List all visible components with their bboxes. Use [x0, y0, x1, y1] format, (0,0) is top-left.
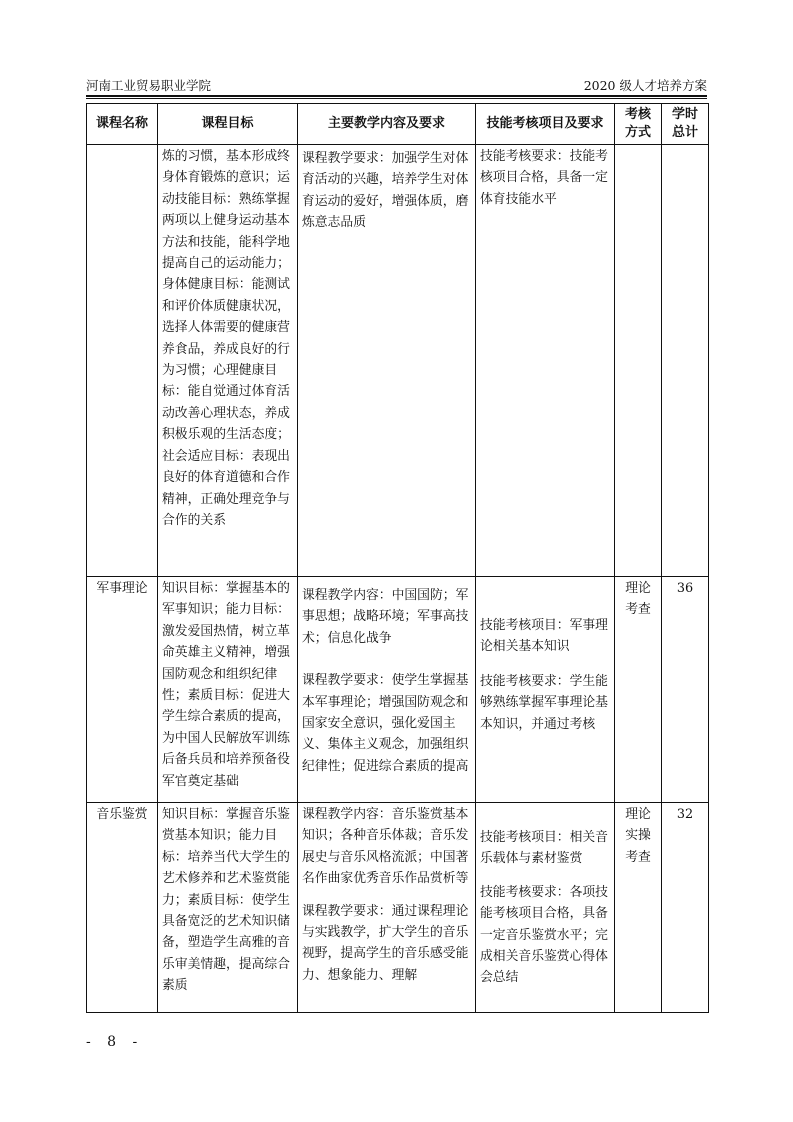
col-assess: 考核 方式 — [615, 104, 662, 145]
header-rule-thick — [86, 95, 707, 97]
course-goal-cell: 炼的习惯，基本形成终身体育锻炼的意识；运动技能目标：熟练掌握两项以上健身运动基本方法和技能，能科学地提高自己的运动能力；身体健康目标：能测试和评价体质健康状况，选择人体需要的健康营养食品，养成良好的行为习惯；心理健康目标：能自觉通过体育活动改善心理状态，养成积极乐观的生活态度；社会适应目标：表现出良好的体育道德和合作精神，正确处理竞争与合作的关系 — [158, 145, 298, 577]
course-name-cell: 音乐鉴赏 — [87, 803, 158, 1013]
skill-cell: 技能考核项目：军事理论相关基本知识 技能考核要求：学生能够熟练掌握军事理论基本知识，并通过考核 — [476, 577, 615, 803]
curriculum-table — [86, 103, 709, 1013]
header-rule-thin — [86, 98, 707, 99]
col-course-name: 课程名称 — [87, 104, 158, 145]
table-row — [87, 577, 709, 803]
col-course-goal: 课程目标 — [158, 104, 298, 145]
table-row — [87, 803, 709, 1013]
table-header-row — [87, 104, 709, 145]
assess-cell: 理论 实操 考查 — [615, 803, 662, 1013]
skill-cell: 技能考核项目：相关音乐载体与素材鉴赏 技能考核要求：各项技能考核项目合格，具备一定音乐鉴赏水平；完成相关音乐鉴赏心得体会总结 — [476, 803, 615, 1013]
course-name-cell: 军事理论 — [87, 577, 158, 803]
page-header — [86, 76, 707, 94]
skill-cell: 技能考核要求：技能考核项目合格，具备一定体育技能水平 — [476, 145, 615, 577]
col-skill: 技能考核项目及要求 — [476, 104, 615, 145]
col-content: 主要教学内容及要求 — [298, 104, 476, 145]
course-goal-cell: 知识目标：掌握音乐鉴赏基本知识；能力目标：培养当代大学生的艺术修养和艺术鉴赏能力；素质目标：使学生具备宽泛的艺术知识储备，塑造学生高雅的音乐审美情趣，提高综合素质 — [158, 803, 298, 1013]
table-row — [87, 145, 709, 577]
hours-cell — [662, 145, 709, 577]
content-cell: 课程教学内容：中国国防；军事思想；战略环境；军事高技术；信息化战争 课程教学要求：使学生掌握基本军事理论；增强国防观念和国家安全意识，强化爱国主义、集体主义观念，加强组织纪律性；促进综合素质的提高 — [298, 577, 476, 803]
assess-cell — [615, 145, 662, 577]
course-name-cell — [87, 145, 158, 577]
content-cell: 课程教学内容：音乐鉴赏基本知识；各种音乐体裁；音乐发展史与音乐风格流派；中国著名作曲家优秀音乐作品赏析等 课程教学要求：通过课程理论与实践教学，扩大学生的音乐视野，提高学生的音乐感受能力、想象能力、理解 — [298, 803, 476, 1013]
hours-cell: 32 — [662, 803, 709, 1013]
assess-cell: 理论 考查 — [615, 577, 662, 803]
hours-cell: 36 — [662, 577, 709, 803]
content-cell: 课程教学要求：加强学生对体育活动的兴趣，培养学生对体育运动的爱好，增强体质，磨炼意志品质 — [298, 145, 476, 577]
col-hours: 学时 总计 — [662, 104, 709, 145]
course-goal-cell: 知识目标：掌握基本的军事知识；能力目标：激发爱国热情，树立革命英雄主义精神，增强国防观念和组织纪律性；素质目标：促进大学生综合素质的提高，为中国人民解放军训练后备兵员和培养预备役军官奠定基础 — [158, 577, 298, 803]
plan-title: 2020 级人才培养方案 — [583, 78, 707, 93]
school-name: 河南工业贸易职业学院 — [86, 78, 212, 93]
page-number: - 8 - — [86, 1034, 144, 1050]
